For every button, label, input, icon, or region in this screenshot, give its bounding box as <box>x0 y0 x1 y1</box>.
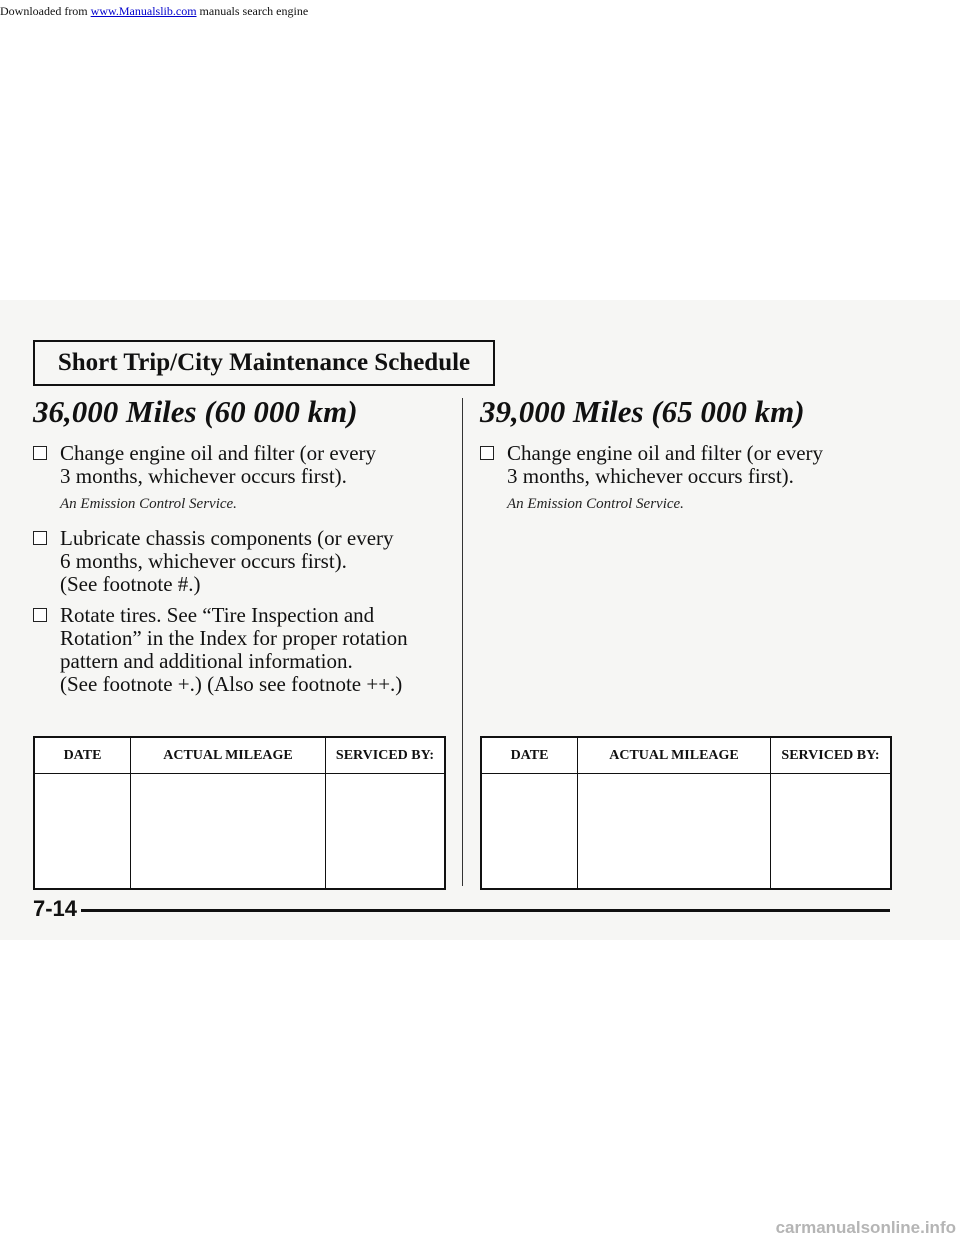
date-header: DATE <box>482 738 578 774</box>
right-service-log <box>480 736 892 890</box>
emission-note: An Emission Control Service. <box>507 496 684 512</box>
checkbox-icon[interactable] <box>33 446 47 460</box>
checklist-item-text: (See footnote +.) (Also see footnote ++.) <box>60 672 403 696</box>
checkbox-icon[interactable] <box>480 446 494 460</box>
checkbox-icon[interactable] <box>33 531 47 545</box>
manualslib-link[interactable]: www.Manualslib.com <box>90 4 197 18</box>
checklist-item-text: Change engine oil and filter (or every <box>60 441 377 465</box>
date-field[interactable] <box>482 774 578 888</box>
right-item-list <box>480 442 920 513</box>
checklist-item-text: Rotate tires. See “Tire Inspection and <box>60 603 375 627</box>
serviced-by-header: SERVICED BY: <box>771 738 890 774</box>
mileage-field[interactable] <box>578 774 771 888</box>
checklist-item <box>33 527 453 596</box>
right-column <box>480 392 920 527</box>
checklist-item-text: pattern and additional information. <box>60 649 353 673</box>
checklist-item-text: 3 months, whichever occurs first). <box>60 464 347 488</box>
checklist-item-text: 6 months, whichever occurs first). <box>60 549 347 573</box>
page-number: 7-14 <box>33 896 81 922</box>
right-heading: 39,000 Miles (65 000 km) <box>480 394 805 429</box>
mileage-header: ACTUAL MILEAGE <box>131 738 326 774</box>
mileage-field[interactable] <box>131 774 326 888</box>
watermark: carmanualsonline.info <box>775 1218 956 1237</box>
footer-rule <box>66 909 890 912</box>
column-divider <box>462 398 463 886</box>
left-heading: 36,000 Miles (60 000 km) <box>33 394 358 429</box>
checklist-item-text: Rotation” in the Index for proper rotation <box>60 626 408 650</box>
checklist-item-text: Lubricate chassis components (or every <box>60 526 394 550</box>
banner-prefix: Downloaded from <box>0 4 88 18</box>
banner-suffix: manuals search engine <box>199 4 309 18</box>
left-item-list <box>33 442 453 696</box>
checklist-item <box>480 442 920 488</box>
checklist-item-text: 3 months, whichever occurs first). <box>507 464 794 488</box>
date-header: DATE <box>35 738 131 774</box>
checklist-item-text: Change engine oil and filter (or every <box>507 441 824 465</box>
date-field[interactable] <box>35 774 131 888</box>
emission-note: An Emission Control Service. <box>60 496 237 512</box>
checklist-item <box>33 442 453 488</box>
page-title: Short Trip/City Maintenance Schedule <box>33 340 495 386</box>
serviced-by-field[interactable] <box>326 774 444 888</box>
download-banner <box>0 4 308 19</box>
left-column <box>33 392 453 704</box>
checklist-item <box>33 604 453 696</box>
mileage-header: ACTUAL MILEAGE <box>578 738 771 774</box>
left-service-log <box>33 736 446 890</box>
checkbox-icon[interactable] <box>33 608 47 622</box>
checklist-item-text: (See footnote #.) <box>60 572 201 596</box>
serviced-by-field[interactable] <box>771 774 890 888</box>
serviced-by-header: SERVICED BY: <box>326 738 444 774</box>
